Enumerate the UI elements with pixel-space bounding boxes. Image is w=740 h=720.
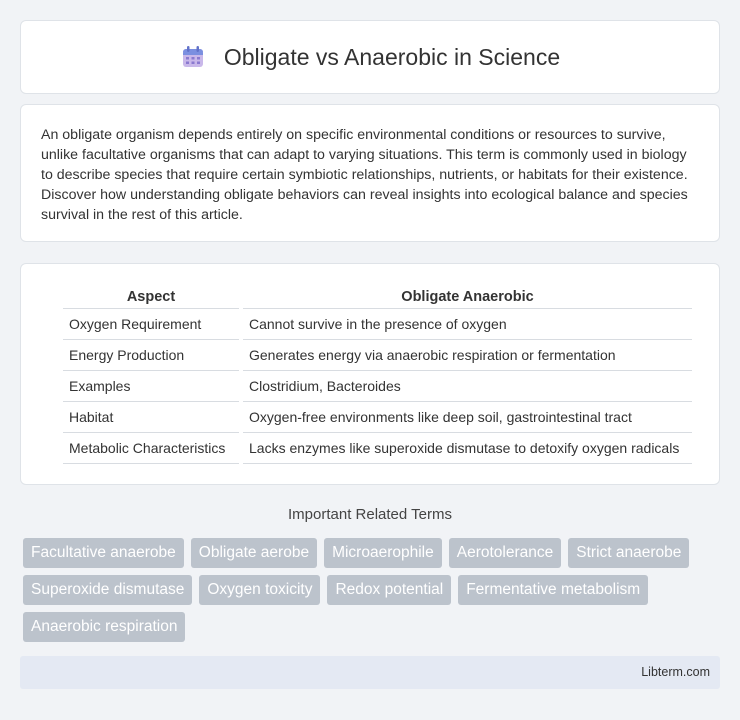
header-card xyxy=(20,20,720,94)
table-row xyxy=(63,371,692,402)
table-cell-value: Cannot survive in the presence of oxygen xyxy=(243,309,692,340)
table-header-row xyxy=(63,284,692,309)
related-term-tag[interactable]: Oxygen toxicity xyxy=(199,575,320,605)
related-term-tag[interactable]: Strict anaerobe xyxy=(568,538,689,568)
table-cell-value: Oxygen-free environments like deep soil, gastrointestinal tract xyxy=(243,402,692,433)
calendar-icon xyxy=(180,44,206,70)
table-header-obligate-anaerobic: Obligate Anaerobic xyxy=(243,284,692,309)
table-cell-value: Clostridium, Bacteroides xyxy=(243,371,692,402)
table-header-aspect: Aspect xyxy=(63,284,239,309)
footer xyxy=(20,656,720,689)
related-term-tag[interactable]: Redox potential xyxy=(327,575,451,605)
related-term-tag[interactable]: Facultative anaerobe xyxy=(23,538,184,568)
table-cell-aspect: Metabolic Characteristics xyxy=(63,433,239,464)
comparison-table xyxy=(63,284,692,464)
table-cell-aspect: Oxygen Requirement xyxy=(63,309,239,340)
intro-card xyxy=(20,104,720,242)
table-row xyxy=(63,433,692,464)
table-cell-value: Lacks enzymes like superoxide dismutase to detoxify oxygen radicals xyxy=(243,433,692,464)
table-row xyxy=(63,340,692,371)
related-term-tag[interactable]: Anaerobic respiration xyxy=(23,612,185,642)
related-term-tag[interactable]: Fermentative metabolism xyxy=(458,575,648,605)
table-cell-aspect: Habitat xyxy=(63,402,239,433)
table-cell-aspect: Energy Production xyxy=(63,340,239,371)
related-terms-heading: Important Related Terms xyxy=(288,506,452,523)
related-term-tag[interactable]: Superoxide dismutase xyxy=(23,575,192,605)
footer-site-link[interactable]: Libterm.com xyxy=(641,665,710,679)
page-title: Obligate vs Anaerobic in Science xyxy=(223,43,561,70)
table-cell-value: Generates energy via anaerobic respiration or fermentation xyxy=(243,340,692,371)
table-row xyxy=(63,309,692,340)
comparison-table-card xyxy=(20,263,720,485)
table-row xyxy=(63,402,692,433)
intro-paragraph: An obligate organism depends entirely on specific environmental conditions or resources to survive, unlike facultative organisms that can adapt to varying situations. This term is commonly used in biology to describe species that require certain symbiotic relationships, nutrients, or habitats for their existence. Discover how understanding obligate behaviors can reveal insights into ecological balance and species survival in the rest of this article. xyxy=(41,127,688,223)
related-term-tag[interactable]: Microaerophile xyxy=(324,538,442,568)
table-cell-aspect: Examples xyxy=(63,371,239,402)
related-term-tag[interactable]: Obligate aerobe xyxy=(191,538,317,568)
related-terms-list xyxy=(23,538,723,642)
related-term-tag[interactable]: Aerotolerance xyxy=(449,538,562,568)
